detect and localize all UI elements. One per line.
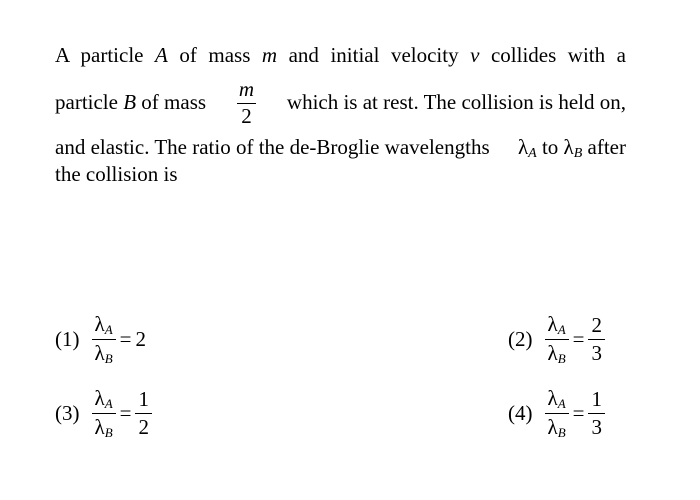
option-value-fraction xyxy=(135,389,152,438)
option-label: (3) xyxy=(55,401,80,425)
text-fragment: particle xyxy=(55,90,124,115)
option-value: 2 xyxy=(135,327,146,351)
variable-a: A xyxy=(155,43,168,67)
equals-sign: = xyxy=(119,401,132,425)
fraction-numerator: 1 xyxy=(588,389,605,414)
text-fragment: of mass xyxy=(167,43,262,67)
option-label: (4) xyxy=(508,401,533,425)
lambda-a xyxy=(518,135,537,159)
lambda-ratio-fraction xyxy=(545,388,569,439)
option-3[interactable] xyxy=(55,388,152,439)
equals-sign: = xyxy=(572,401,585,425)
fraction-numerator: 1 xyxy=(135,389,152,414)
subscript-b: B xyxy=(557,425,566,440)
subscript-b: B xyxy=(104,351,113,366)
lambda-symbol: λ xyxy=(517,135,529,159)
subscript-b: B xyxy=(573,146,583,161)
fraction-numerator xyxy=(545,388,569,414)
question-line-1 xyxy=(55,42,626,72)
fraction-numerator xyxy=(545,314,569,340)
subscript-a: A xyxy=(528,146,537,161)
variable-m: m xyxy=(261,43,278,67)
text-fragment: after xyxy=(582,135,626,159)
text-fragment: and initial velocity xyxy=(277,43,471,67)
lambda-symbol: λ xyxy=(547,386,558,410)
option-4[interactable] xyxy=(508,388,605,439)
fraction-denominator xyxy=(95,414,113,439)
mass-fraction xyxy=(237,79,256,127)
lambda-b xyxy=(564,135,583,159)
subscript-a: A xyxy=(557,396,566,411)
question-text xyxy=(55,42,626,188)
fraction-denominator xyxy=(548,414,566,439)
subscript-b: B xyxy=(557,351,566,366)
fraction-denominator: 3 xyxy=(591,415,602,439)
question-line-3 xyxy=(55,134,626,163)
text-fragment: to xyxy=(536,135,564,159)
lambda-ratio-fraction xyxy=(92,314,116,365)
option-value-fraction xyxy=(588,315,605,364)
text-fragment: A particle xyxy=(55,43,156,67)
question-line-2 xyxy=(55,77,626,128)
text-fragment: of mass xyxy=(136,90,207,115)
lambda-symbol: λ xyxy=(94,341,105,365)
text-fragment: collides with a xyxy=(479,43,626,67)
fraction-denominator xyxy=(548,340,566,365)
variable-v: v xyxy=(470,43,480,67)
subscript-b: B xyxy=(104,425,113,440)
variable-b: B xyxy=(123,90,137,115)
equals-sign: = xyxy=(119,327,132,351)
wavelength-ratio-text xyxy=(518,134,626,163)
lambda-symbol: λ xyxy=(94,312,105,336)
subscript-a: A xyxy=(104,396,113,411)
fraction-numerator xyxy=(92,314,116,340)
fraction-denominator: 2 xyxy=(138,415,149,439)
lambda-symbol: λ xyxy=(547,312,558,336)
option-1[interactable] xyxy=(55,314,146,365)
fraction-denominator xyxy=(95,340,113,365)
text-fragment: and elastic. The ratio of the de-Broglie wavelengths xyxy=(55,135,490,159)
lambda-symbol: λ xyxy=(94,386,105,410)
lambda-ratio-fraction xyxy=(92,388,116,439)
fraction-numerator: 2 xyxy=(588,315,605,340)
fraction-numerator: m xyxy=(237,79,256,104)
lambda-symbol: λ xyxy=(547,341,558,365)
option-2[interactable] xyxy=(508,314,605,365)
lambda-symbol: λ xyxy=(563,135,574,159)
question-line-4: the collision is xyxy=(55,162,178,187)
fraction-numerator xyxy=(92,388,116,414)
option-value-fraction xyxy=(588,389,605,438)
fraction-denominator: 3 xyxy=(591,341,602,365)
text-fragment: which is at rest. The collision is held on, xyxy=(286,90,626,115)
lambda-symbol: λ xyxy=(547,415,558,439)
text-fragment xyxy=(55,89,206,116)
lambda-ratio-fraction xyxy=(545,314,569,365)
subscript-a: A xyxy=(104,322,113,337)
option-label: (1) xyxy=(55,327,80,351)
lambda-symbol: λ xyxy=(94,415,105,439)
option-label: (2) xyxy=(508,327,533,351)
equals-sign: = xyxy=(572,327,585,351)
fraction-denominator: 2 xyxy=(241,104,252,128)
subscript-a: A xyxy=(557,322,566,337)
